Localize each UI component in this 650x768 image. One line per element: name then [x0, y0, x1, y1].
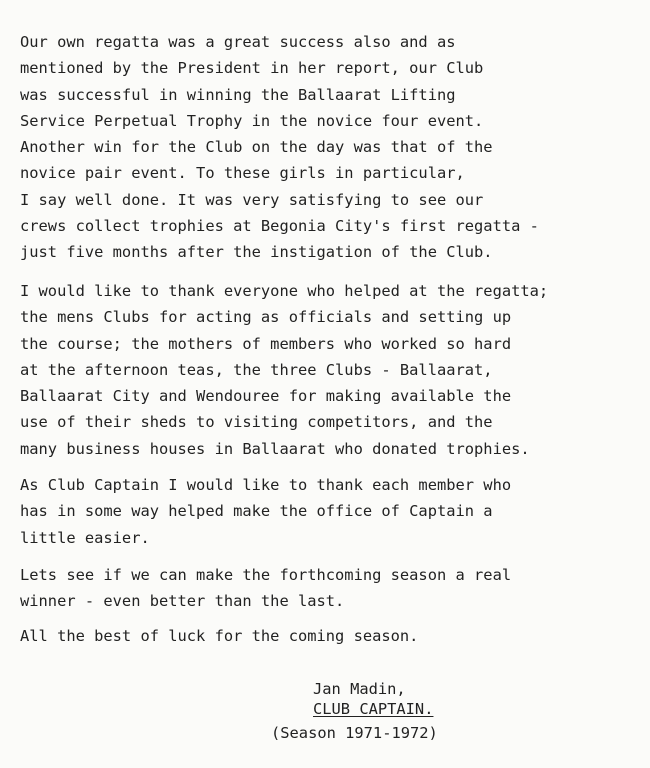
text-line: novice pair event. To these girls in particular,	[20, 164, 465, 183]
paragraph-thanks-helpers	[20, 278, 548, 462]
paragraph-best-of-luck	[20, 623, 418, 649]
signature-season: (Season 1971-1972)	[271, 724, 438, 742]
text-line: winner - even better than the last.	[20, 592, 345, 611]
text-line: Service Perpetual Trophy in the novice four event.	[20, 111, 484, 130]
text-line: Ballaarat City and Wendouree for making available the	[20, 387, 512, 406]
signature-title: CLUB CAPTAIN.	[313, 700, 434, 718]
text-line: the course; the mothers of members who worked so hard	[20, 334, 512, 353]
paragraph-captain-thanks	[20, 472, 511, 551]
text-line: All the best of luck for the coming season.	[20, 627, 419, 645]
signature-name: Jan Madin,	[313, 680, 406, 698]
text-line: many business houses in Ballaarat who donated trophies.	[20, 439, 530, 458]
text-line: at the afternoon teas, the three Clubs - Ballaarat,	[20, 360, 493, 379]
text-line: use of their sheds to visiting competitors, and the	[20, 413, 493, 432]
text-line: has in some way helped make the office of Captain a	[20, 502, 493, 521]
text-line: crews collect trophies at Begonia City's first regatta -	[20, 217, 539, 236]
text-line: Lets see if we can make the forthcoming season a real	[20, 566, 512, 584]
text-line: was successful in winning the Ballaarat Lifting	[20, 85, 456, 104]
text-line: the mens Clubs for acting as officials and setting up	[20, 308, 512, 327]
text-line: I would like to thank everyone who helped at the regatta;	[20, 282, 549, 300]
text-line: mentioned by the President in her report, our Club	[20, 59, 484, 78]
paragraph-forthcoming-season	[20, 562, 511, 615]
text-line: As Club Captain I would like to thank each member who	[20, 476, 512, 494]
paragraph-regatta-success	[20, 29, 539, 266]
text-line: just five months after the instigation of the Club.	[20, 243, 493, 262]
text-line: I say well done. It was very satisfying to see our	[20, 190, 484, 209]
text-line: little easier.	[20, 528, 150, 547]
text-line: Our own regatta was a great success also and as	[20, 33, 456, 51]
text-line: Another win for the Club on the day was that of the	[20, 138, 493, 157]
